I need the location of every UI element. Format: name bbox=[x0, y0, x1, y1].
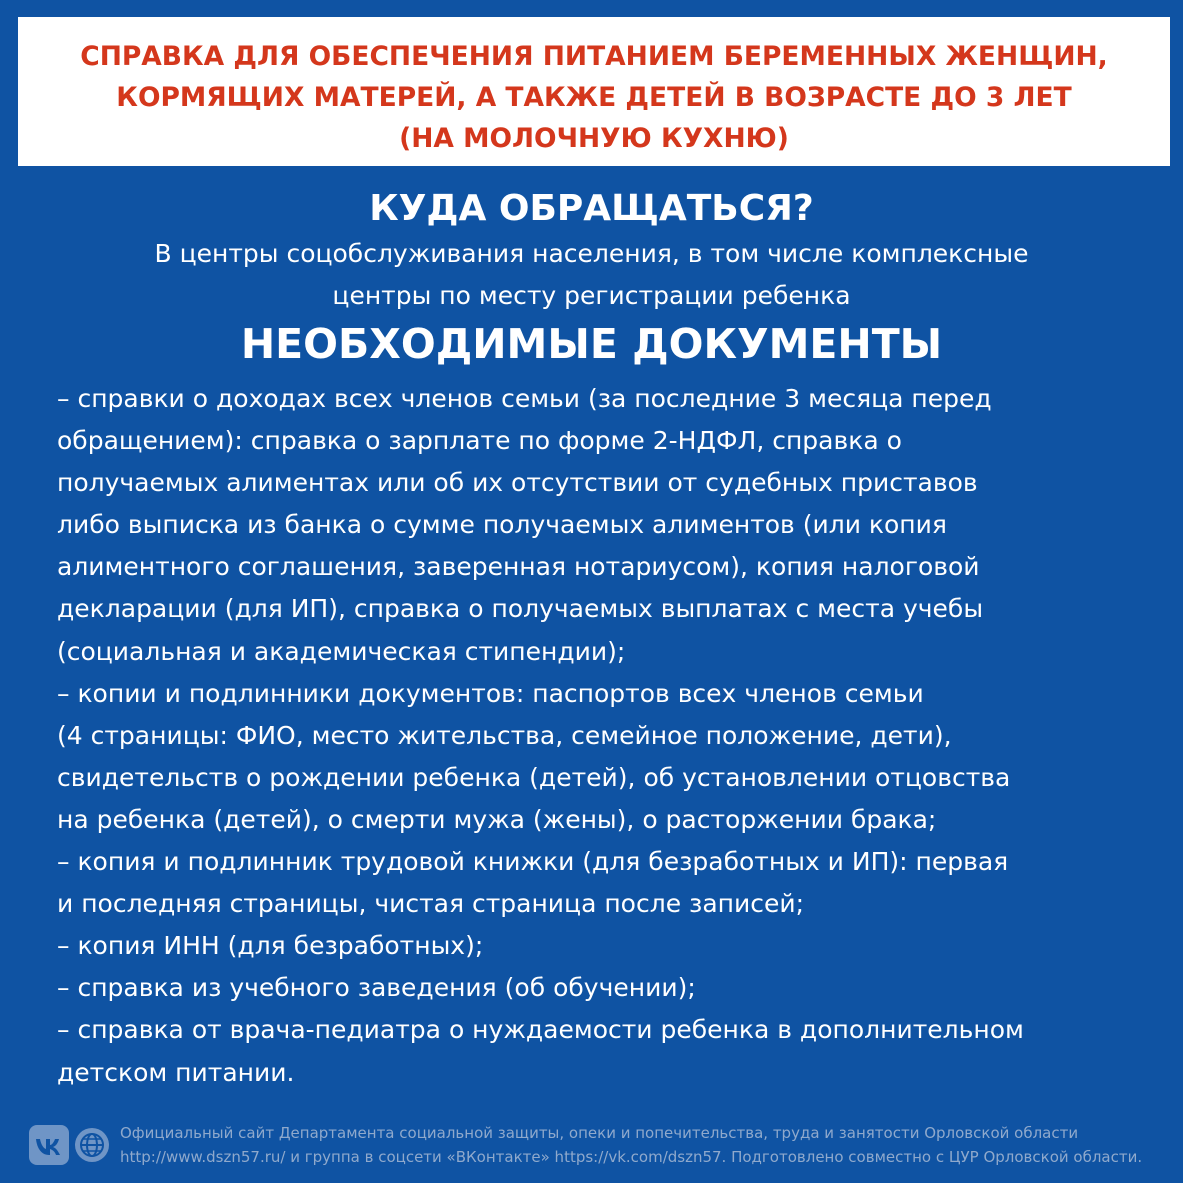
documents-line: алиментного соглашения, заверенная нотариусом), копия налоговой bbox=[57, 552, 980, 582]
documents-line: декларации (для ИП), справка о получаемых выплатах с места учебы bbox=[57, 594, 984, 624]
documents-line: – справка от врача-педиатра о нуждаемости ребенка в дополнительном bbox=[57, 1015, 1024, 1045]
globe-icon[interactable] bbox=[72, 1125, 112, 1165]
documents-line: – копии и подлинники документов: паспортов всех членов семьи bbox=[57, 678, 924, 708]
required-documents-heading: НЕОБХОДИМЫЕ ДОКУМЕНТЫ bbox=[240, 320, 943, 368]
documents-line: (социальная и академическая стипендии); bbox=[57, 636, 626, 666]
where-to-apply-heading: КУДА ОБРАЩАТЬСЯ? bbox=[369, 188, 814, 229]
documents-line: детском питании. bbox=[57, 1057, 295, 1087]
footer-line-2[interactable]: http://www.dszn57.ru/ и группа в соцсети «ВКонтакте» https://vk.com/dszn57. Подготовлено совместно с ЦУР Орловской области. bbox=[120, 1148, 1143, 1166]
documents-line: – копия и подлинник трудовой книжки (для безработных и ИП): первая bbox=[57, 847, 1009, 877]
header-line-1: СПРАВКА ДЛЯ ОБЕСПЕЧЕНИЯ ПИТАНИЕМ БЕРЕМЕННЫХ ЖЕНЩИН, bbox=[80, 41, 1108, 72]
documents-line: на ребенка (детей), о смерти мужа (жены), о расторжении брака; bbox=[57, 804, 937, 834]
documents-line: и последняя страницы, чистая страница после записей; bbox=[57, 889, 805, 919]
header-line-3: (НА МОЛОЧНУЮ КУХНЮ) bbox=[399, 123, 789, 154]
documents-line: – копия ИНН (для безработных); bbox=[57, 931, 484, 961]
footer-text bbox=[120, 1121, 1170, 1169]
documents-line: обращением): справка о зарплате по форме 2-НДФЛ, справка о bbox=[57, 426, 902, 456]
footer-line-1: Официальный сайт Департамента социальной защиты, опеки и попечительства, труда и занятости Орловской области bbox=[120, 1124, 1079, 1142]
where-text-line-2: центры по месту регистрации ребенка bbox=[332, 281, 851, 310]
documents-line: – справки о доходах всех членов семьи (за последние 3 месяца перед bbox=[57, 384, 992, 413]
documents-line: свидетельств о рождении ребенка (детей), об установлении отцовства bbox=[57, 762, 1011, 792]
documents-line: – справка из учебного заведения (об обучении); bbox=[57, 973, 696, 1003]
documents-line: (4 страницы: ФИО, место жительства, семейное положение, дети), bbox=[57, 720, 952, 750]
vk-icon[interactable] bbox=[29, 1125, 69, 1165]
footer-icons bbox=[29, 1125, 109, 1165]
documents-line: либо выписка из банка о сумме получаемых алиментов (или копия bbox=[57, 510, 947, 540]
where-text-line-1: В центры соцобслуживания населения, в том числе комплексные bbox=[154, 239, 1029, 268]
header-banner bbox=[18, 17, 1170, 166]
documents-list bbox=[57, 378, 1167, 1094]
documents-line: получаемых алиментах или об их отсутствии от судебных приставов bbox=[57, 468, 978, 498]
header-line-2: КОРМЯЩИХ МАТЕРЕЙ, А ТАКЖЕ ДЕТЕЙ В ВОЗРАСТЕ ДО 3 ЛЕТ bbox=[116, 82, 1072, 113]
